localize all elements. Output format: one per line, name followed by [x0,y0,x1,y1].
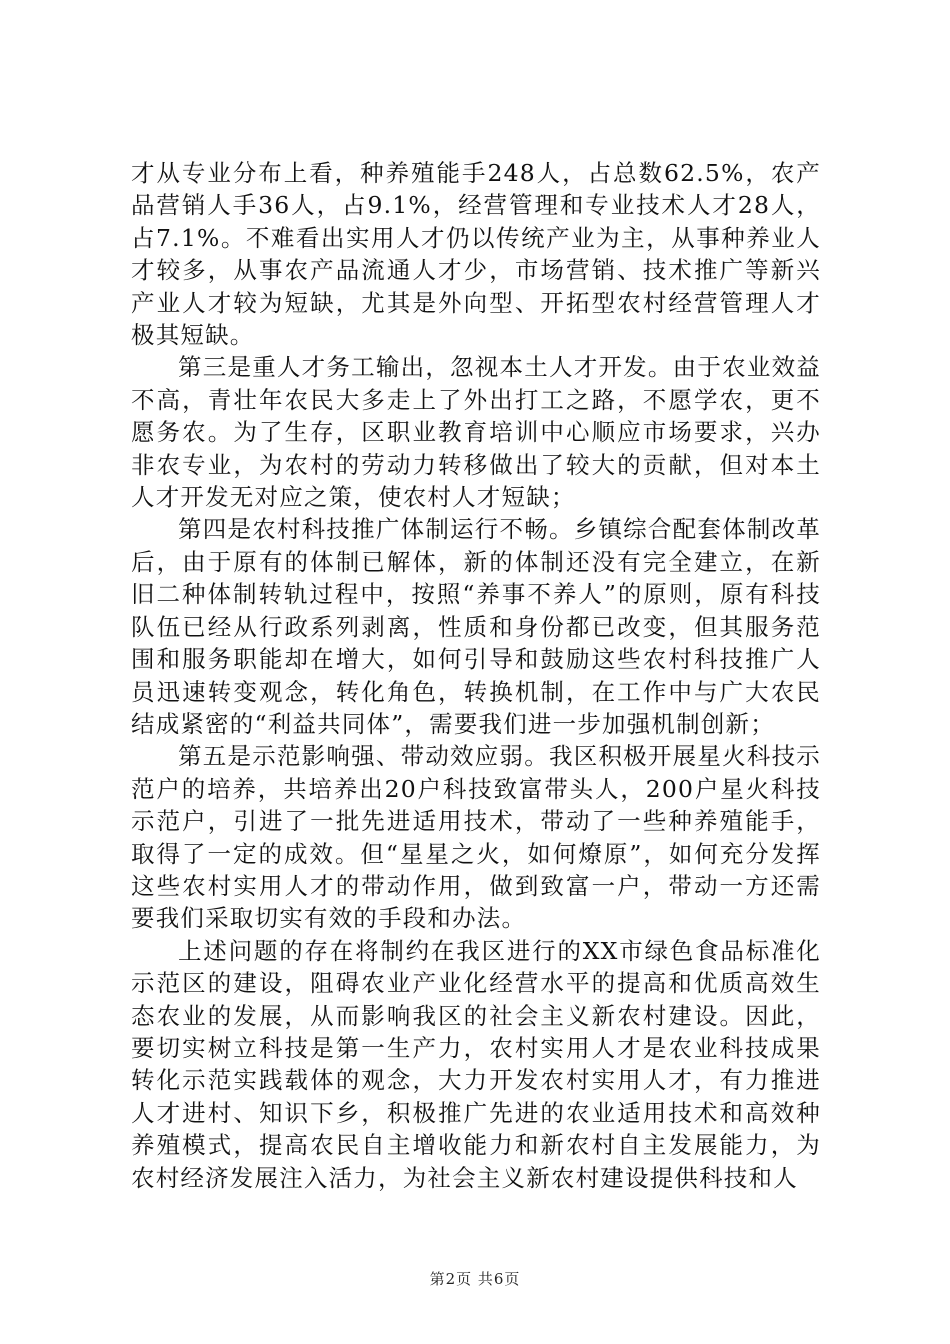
paragraph-third-point: 第三是重人才务工输出，忽视本土人才开发。由于农业效益不高，青壮年农民大多走上了外出打工之路，不愿学农，更不愿务农。为了生存，区职业教育培训中心顺应市场要求，兴办非农专业，为农村的劳动力转移做出了较大的贡献，但对本土人才开发无对应之策，使农村人才短缺； [131,353,821,512]
page-number-footer: 第2页 共6页 [429,1270,521,1288]
paragraph-conclusion: 上述问题的存在将制约在我区进行的XX市绿色食品标准化示范区的建设，阻碍农业产业化经营水平的提高和优质高效生态农业的发展，从而影响我区的社会主义新农村建设。因此，要切实树立科技是第一生产力，农村实用人才是农业科技成果转化示范实践载体的观念，大力开发农村实用人才，有力推进人才进村、知识下乡，积极推广先进的农业适用技术和高效种养殖模式，提高农民自主增收能力和新农村自主发展能力，为农村经济发展注入活力，为社会主义新农村建设提供科技和人 [131,936,821,1192]
document-body [131,157,821,1194]
paragraph-fifth-point: 第五是示范影响强、带动效应弱。我区积极开展星火科技示范户的培养，共培养出20户科技致富带头人，200户星火科技示范户，引进了一批先进适用技术，带动了一些种养殖能手，取得了一定的成效。但“星星之火，如何燎原”，如何充分发挥这些农村实用人才的带动作用，做到致富一户，带动一方还需要我们采取切实有效的手段和办法。 [131,742,821,933]
paragraph-continuation: 才从专业分布上看，种养殖能手248人，占总数62.5%，农产品营销人手36人，占9.1%，经营管理和专业技术人才28人，占7.1%。不难看出实用人才仍以传统产业为主，从事种养业人才较多，从事农产品流通人才少，市场营销、技术推广等新兴产业人才较为短缺，尤其是外向型、开拓型农村经营管理人才极其短缺。 [131,159,821,350]
paragraph-fourth-point: 第四是农村科技推广体制运行不畅。乡镇综合配套体制改革后，由于原有的体制已解体，新的体制还没有完全建立，在新旧二种体制转轨过程中，按照“养事不养人”的原则，原有科技队伍已经从行政系列剥离，性质和身份都已改变，但其服务范围和服务职能却在增大，如何引导和鼓励这些农村科技推广人员迅速转变观念，转化角色，转换机制，在工作中与广大农民结成紧密的“利益共同体”，需要我们进一步加强机制创新； [131,515,821,738]
